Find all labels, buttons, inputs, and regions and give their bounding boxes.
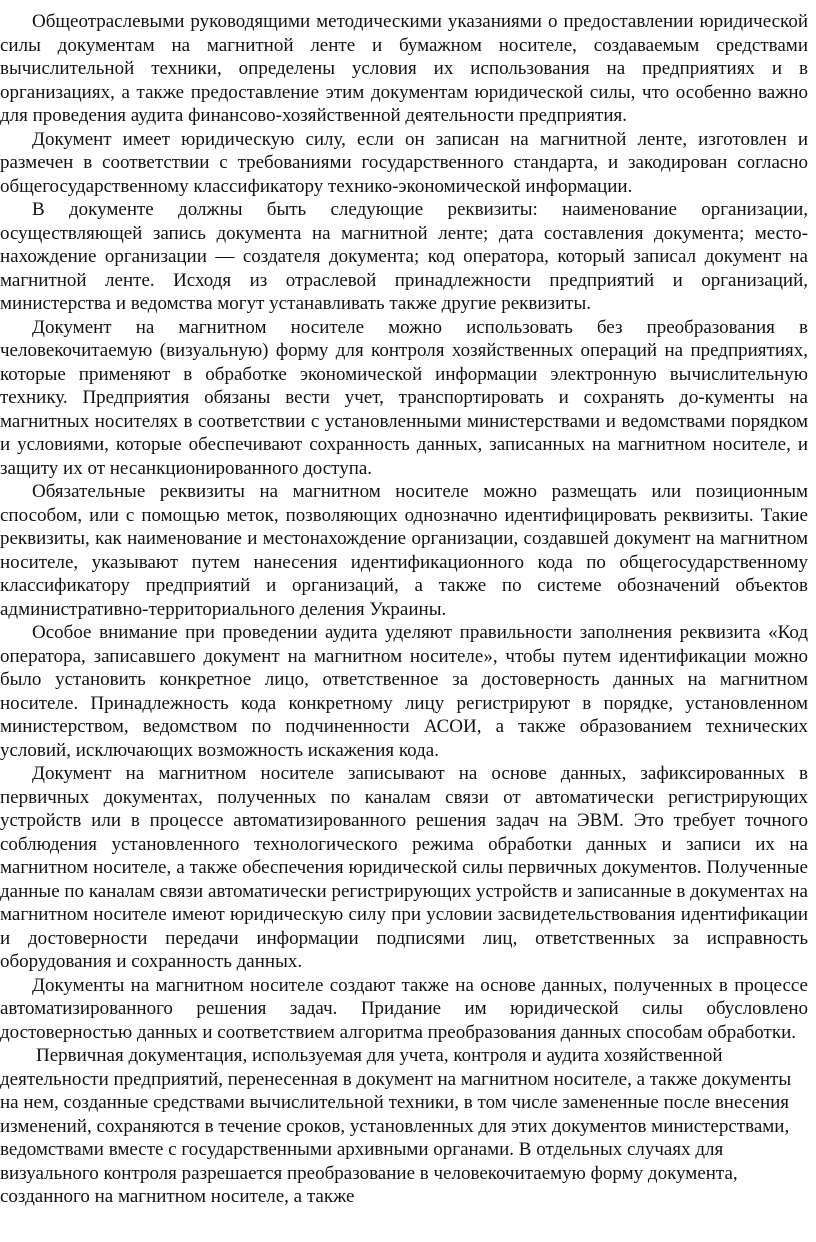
paragraph-8: Документы на магнитном носителе создают также на основе данных, полученных в процессе автоматизированного решения задач. Придание им юридической силы обусловлено достоверностью данных и соответствием алгоритма преобразования данных способам обработки.	[0, 974, 808, 1043]
paragraph-1: Общеотраслевыми руководящими методическими указаниями о предоставлении юридической силы документам на магнитной ленте и бумажном носителе, создаваемым средствами вычислительной техники, определены условия их использования на предприятиях и в организациях, а также предоставление этим документам юридической силы, что особенно важно для проведения аудита финансово-хозяйственной деятельности предприятия.	[0, 11, 808, 126]
paragraph-6: Особое внимание при проведении аудита уделяют правильности заполнения реквизита «Код оператора, записавшего документ на магнитном носителе», чтобы путем идентификации можно было установить конкретное лицо, ответственное за достоверность данных на магнитном носителе. Принадлежность кода конкретному лицу регистрируют в порядке, установленном министерством, ведомством по подчиненности АСОИ, а также образованием технических условий, исключающих возможность искажения кода.	[0, 622, 808, 761]
paragraph-5: Обязательные реквизиты на магнитном носителе можно размещать или позиционным способом, или с помощью меток, позволяющих однозначно идентифицировать реквизиты. Такие реквизиты, как наименование и местонахождение организации, создавшей документ на магнитном носителе, указывают путем нанесения идентификационного кода по общегосударственному классификатору предприятий и организаций, а также по системе обозначений объектов административно-территориального деления Украины.	[0, 481, 808, 620]
paragraph-9: Первичная документация, используемая для учета, контроля и аудита хозяйственной деятельности предприятий, перенесенная в документ на магнитном носителе, а также документы на нем, созданные средствами вычислительной техники, в том числе замененные после внесения изменений, сохраняются в течение сроков, установленных для этих документов министерствами, ведомствами вместе с государственными архивными органами. В отдельных случаях для визуального контроля разрешается преобразование в человекочитаемую форму документа, созданного на магнитном носителе, а также	[0, 1045, 792, 1207]
paragraph-3: В документе должны быть следующие реквизиты: наименование организации, осуществляющей запись документа на магнитной ленте; дата составления документа; место-нахождение организации — создателя документа; код оператора, который записал документ на магнитной ленте. Исходя из отраслевой принадлежности предприятий и организаций, министерства и ведомства могут устанавливать также другие реквизиты.	[0, 199, 808, 314]
paragraph-4: Документ на магнитном носителе можно использовать без преобразования в человекочитаемую (визуальную) форму для контроля хозяйственных операций на предприятиях, которые применяют в обработке экономической информации электронную вычислительную технику. Предприятия обязаны вести учет, транспортировать и сохранять до-кументы на магнитных носителях в соответствии с установленными министерствами и ведомствами порядком и условиями, которые обеспечивают сохранность данных, записанных на магнитном носителе, и защиту их от несанкционированного доступа.	[0, 316, 808, 479]
paragraph-7: Документ на магнитном носителе записывают на основе данных, зафиксированных в первичных документах, полученных по каналам связи от автоматически регистрирующих устройств или в процессе автоматизированного решения задач на ЭВМ. Это требует точного соблюдения установленного технологического режима обработки данных и записи их на магнитном носителе, а также обеспечения юридической силы первичных документов. Полученные данные по каналам связи автоматически регистрирующих устройств и записанные в документах на магнитном носителе имеют юридическую силу при условии засвидетельствования идентификации и достоверности передачи информации подписями лиц, ответственных за исправность оборудования и сохранность данных.	[0, 763, 808, 972]
paragraph-2: Документ имеет юридическую силу, если он записан на магнитной ленте, изготовлен и размечен в соответствии с требованиями государственного стандарта, и закодирован согласно общегосударственному классификатору технико-экономической информации.	[0, 128, 808, 197]
